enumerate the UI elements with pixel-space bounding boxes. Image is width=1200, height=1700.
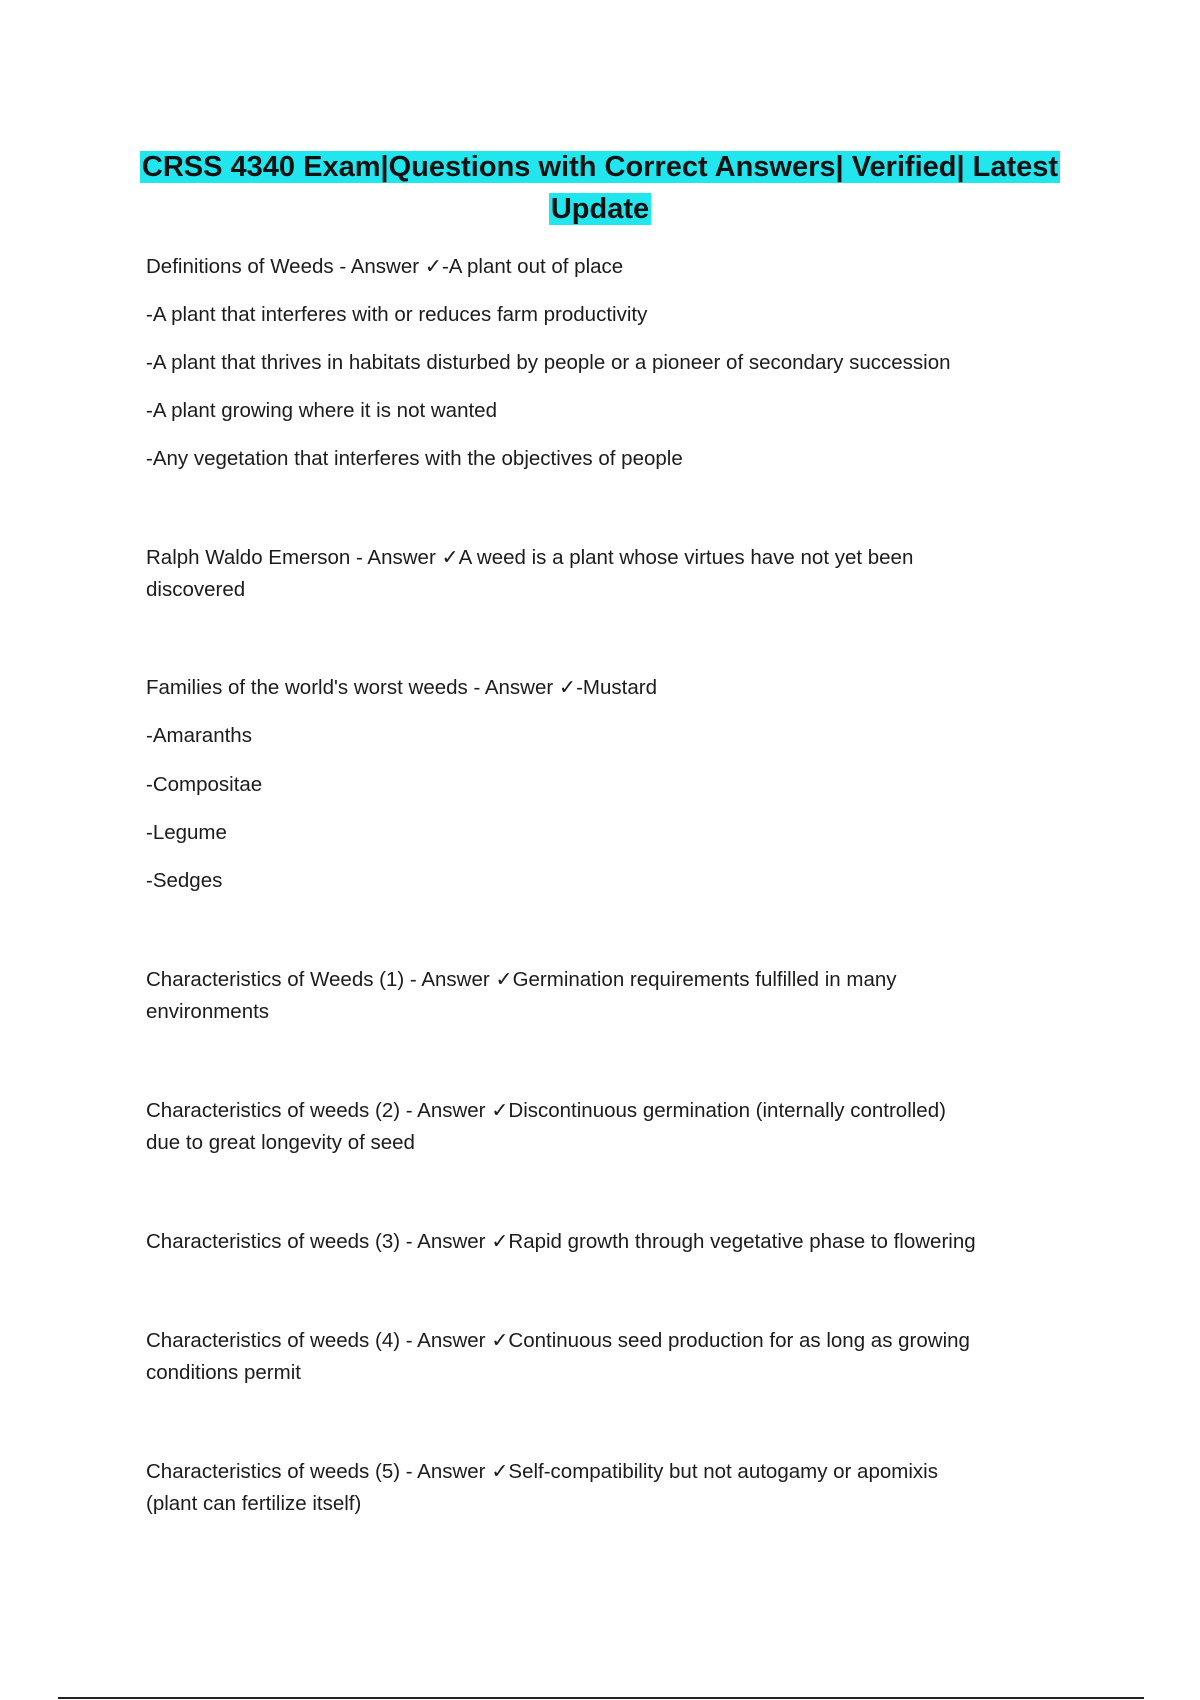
document-title [100, 146, 1100, 230]
check-icon: ✓ [441, 546, 459, 569]
answer-list-item: -A plant that interferes with or reduces farm productivity [146, 303, 648, 326]
question-text: Characteristics of weeds (5) - Answer [146, 1460, 492, 1483]
answer-list-item: -A plant growing where it is not wanted [146, 399, 497, 422]
answer-list-item: -A plant that thrives in habitats disturbed by people or a pioneer of secondary succession [146, 351, 951, 374]
qa-question-line [146, 542, 1066, 574]
question-text: Characteristics of weeds (2) - Answer [146, 1099, 492, 1122]
check-icon: ✓ [491, 1460, 509, 1483]
answer-text: Discontinuous germination (internally controlled) [508, 1099, 946, 1122]
answer-list-item: -Compositae [146, 773, 263, 796]
title-highlight: CRSS 4340 Exam|Questions with Correct Answers| Verified| Latest Update [141, 151, 1059, 225]
question-text: Ralph Waldo Emerson - Answer [146, 546, 442, 569]
answer-list-item: -Amaranths [146, 724, 252, 747]
answer-text: A weed is a plant whose virtues have not yet been [458, 546, 914, 569]
check-icon: ✓ [491, 1329, 509, 1352]
answer-text: Continuous seed production for as long as growing [508, 1329, 970, 1352]
answer-list-item: -Sedges [146, 869, 223, 892]
question-text: Families of the world's worst weeds - Answer [146, 676, 559, 699]
check-icon: ✓ [491, 1230, 509, 1253]
check-icon: ✓ [491, 1099, 509, 1122]
answer-list-item: -Any vegetation that interferes with the objectives of people [146, 447, 683, 470]
qa-question-line [146, 1226, 1066, 1258]
qa-question-line [146, 964, 1066, 996]
answer-text: Self-compatibility but not autogamy or apomixis [508, 1460, 938, 1483]
answer-text: -Mustard [576, 676, 657, 699]
question-text: Characteristics of Weeds (1) - Answer [146, 968, 496, 991]
check-icon: ✓ [558, 676, 577, 699]
check-icon: ✓ [495, 968, 513, 991]
question-text: Definitions of Weeds - Answer [146, 255, 425, 278]
answer-list-item: -Legume [146, 821, 227, 844]
answer-continuation: conditions permit [146, 1361, 301, 1384]
qa-question-line [146, 1095, 1066, 1127]
question-text: Characteristics of weeds (3) - Answer [146, 1230, 492, 1253]
question-text: Characteristics of weeds (4) - Answer [146, 1329, 492, 1352]
check-icon: ✓ [424, 255, 442, 278]
footer-divider [58, 1697, 1144, 1699]
answer-continuation: environments [146, 1000, 270, 1023]
answer-text: -A plant out of place [441, 255, 624, 278]
answer-continuation: due to great longevity of seed [146, 1131, 415, 1154]
qa-question-line [146, 251, 1066, 283]
qa-question-line [146, 1325, 1066, 1357]
qa-question-line [146, 672, 1066, 704]
answer-text: Germination requirements fulfilled in many [512, 968, 897, 991]
qa-question-line [146, 1456, 1066, 1488]
answer-text: Rapid growth through vegetative phase to flowering [508, 1230, 976, 1253]
answer-continuation: discovered [146, 578, 246, 601]
answer-continuation: (plant can fertilize itself) [146, 1492, 362, 1515]
